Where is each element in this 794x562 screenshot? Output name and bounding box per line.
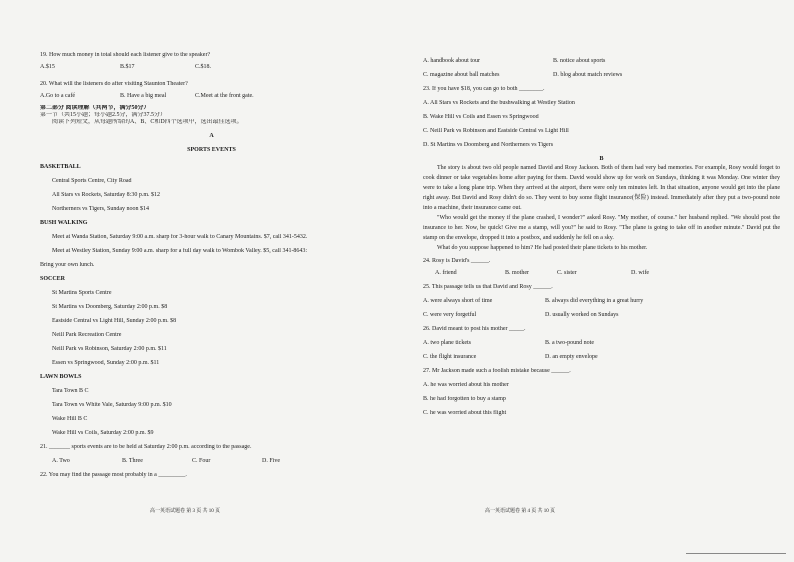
question-25: 25. This passage tells us that David and Rosy ______. bbox=[423, 284, 553, 290]
page-footer: 高一英语试题卷 第 4 页 共 10 页 bbox=[485, 509, 556, 514]
soccer-event-4: Essen vs Springwood, Sunday 2:00 p.m. $11 bbox=[52, 360, 160, 366]
heading-lawn-bowls: LAWN BOWLS bbox=[40, 374, 82, 380]
q25-options-row2 bbox=[423, 312, 780, 319]
heading-basketball: BASKETBALL bbox=[40, 164, 81, 170]
basketball-event-2: Northerners vs Tigers, Sunday noon $14 bbox=[52, 206, 149, 212]
question-21: 21. _______ sports events are to be held at Saturday 2:00 p.m. according to the passage. bbox=[40, 444, 252, 450]
option-c[interactable]: C. Four bbox=[192, 458, 211, 464]
q23-option-a[interactable]: A. All Stars vs Rockets and the bushwalking at Westley Station bbox=[423, 100, 575, 106]
passage-title: SPORTS EVENTS bbox=[187, 147, 236, 153]
q26-options-row2 bbox=[423, 354, 780, 361]
option-d[interactable]: D. wife bbox=[631, 270, 649, 276]
option-c[interactable]: C. were very forgetful bbox=[423, 312, 477, 318]
corner-rule bbox=[686, 553, 786, 554]
bush-walk-1: Meet at Wanda Station, Saturday 9:00 a.m. sharp for 3-hour walk to Canary Mountains. $7, call 341-5432. bbox=[52, 234, 308, 240]
q22-options-row1 bbox=[423, 58, 780, 65]
part2-title: 第二部分 阅读理解（共两节，满分50分） bbox=[40, 105, 150, 111]
question-26: 26. David meant to post his mother _____. bbox=[423, 326, 526, 332]
right-page bbox=[397, 0, 794, 562]
option-a[interactable]: A. friend bbox=[435, 270, 457, 276]
passage-label: B bbox=[599, 156, 604, 162]
soccer-event-2: Eastside Central vs Light Hill, Sunday 2:00 p.m. $8 bbox=[52, 318, 177, 324]
lawn-event-2: Wake Hill vs Coils, Saturday 2:00 p.m. $9 bbox=[52, 430, 154, 436]
soccer-event-1: St Martins vs Doomberg, Saturday 2:00 p.m. $8 bbox=[52, 304, 168, 310]
q26-options-row1 bbox=[423, 340, 780, 347]
instructions: 阅读下列短文，从每题所给的A、B、C和D四个选项中，选出最佳选项。 bbox=[52, 119, 243, 125]
q21-options bbox=[40, 458, 383, 465]
passage-paragraph-2: "Who would get the money if the plane crashed, I wonder?" asked Rosy. "My mother, of course." her husband replied. "We should post the insurance to her. Now, be quick! Give me a stamp, will you?" he said to Rosy. "The plane is going to take off in another minute." David put the stamp on the envelope, dropped it into a postbox, and suddenly he fell on a sky. bbox=[423, 215, 780, 241]
question-24: 24. Rosy is David's ______. bbox=[423, 258, 491, 264]
heading-soccer: SOCCER bbox=[40, 276, 66, 282]
option-c[interactable]: C. the flight insurance bbox=[423, 354, 477, 360]
option-c[interactable]: C. magazine about ball matches bbox=[423, 72, 500, 78]
option-b[interactable]: B. Have a big meal bbox=[120, 93, 167, 99]
option-a[interactable]: A. handbook about tour bbox=[423, 58, 480, 64]
bush-walk-2: Meet at Westley Station, Sunday 9:00 a.m. sharp for a full day walk to Wombok Valley. $5, call 341-8643: bbox=[52, 248, 308, 254]
q23-option-c[interactable]: C. Neill Park vs Robinson and Eastside Central vs Light Hill bbox=[423, 128, 569, 134]
option-c[interactable]: C. sister bbox=[557, 270, 577, 276]
soccer-venue-1: St Martins Sports Centre bbox=[52, 290, 112, 296]
page-footer: 高一英语试题卷 第 3 页 共 10 页 bbox=[150, 509, 221, 514]
question-27: 27. Mr Jackson made such a foolish mistake because ______. bbox=[423, 368, 571, 374]
lawn-venue-1: Tara Town B C bbox=[52, 388, 89, 394]
option-b[interactable]: B.$17 bbox=[120, 64, 135, 70]
option-a[interactable]: A. were always short of time bbox=[423, 298, 493, 304]
option-b[interactable]: B. a two-pound note bbox=[545, 340, 594, 346]
basketball-venue: Central Sports Centre, City Road bbox=[52, 178, 132, 184]
q23-option-b[interactable]: B. Wake Hill vs Coils and Essen vs Springwood bbox=[423, 114, 539, 120]
soccer-venue-2: Neill Park Recreation Centre bbox=[52, 332, 122, 338]
option-a[interactable]: A. two plane tickets bbox=[423, 340, 471, 346]
option-a[interactable]: A.$15 bbox=[40, 64, 55, 70]
passage-paragraph-1: The story is about two old people named David and Rosy Jackson. Both of them had very bad memories. For example, Rosy would forget to cook dinner or take vegetables home after paying for them. David would show up for work on Sundays, thinking it was Monday. One winter they were to take a long plane trip. When they arrived at the airport, there were only ten minutes left. In that situation, anyone would get into the plane right away. But David and Rosy didn't do so. They went to buy some flight insurance(保险) instead. Immediately after they put a two-pound note into a machine, their insurance came out. bbox=[423, 165, 780, 211]
lawn-venue-2: Wake Hill B C bbox=[52, 416, 88, 422]
section1-title: 第一节（共15小题；每小题2.5分，满分37.5分） bbox=[40, 112, 167, 118]
q27-option-a[interactable]: A. he was worried about his mother bbox=[423, 382, 509, 388]
basketball-event-1: All Stars vs Rockets, Saturday 8:30 p.m. $12 bbox=[52, 192, 160, 198]
question-20: 20. What will the listeners do after visiting Staunton Theater? bbox=[40, 81, 188, 87]
question-19: 19. How much money in total should each listener give to the speaker? bbox=[40, 52, 211, 58]
option-c[interactable]: C.Meet at the front gate. bbox=[195, 93, 254, 99]
passage-paragraph-3: What do you suppose happened to him? He had posted their plane tickets to his mother. bbox=[437, 245, 648, 251]
option-b[interactable]: B. notice about sports bbox=[553, 58, 606, 64]
q25-options-row1 bbox=[423, 298, 780, 305]
q19-options bbox=[40, 64, 383, 71]
option-b[interactable]: B. Three bbox=[122, 458, 143, 464]
lawn-event-1: Tara Town vs White Vale, Saturday 9:00 p.m. $10 bbox=[52, 402, 172, 408]
q23-option-d[interactable]: D. St Martins vs Doomberg and Northerners vs Tigers bbox=[423, 142, 554, 148]
passage-label: A bbox=[209, 133, 214, 139]
q27-option-b[interactable]: B. he had forgotten to buy a stamp bbox=[423, 396, 506, 402]
option-d[interactable]: D. blog about match reviews bbox=[553, 72, 623, 78]
heading-bush-walking: BUSH WALKING bbox=[40, 220, 88, 226]
option-b[interactable]: B. always did everything in a great hurry bbox=[545, 298, 644, 304]
soccer-event-3: Neill Park vs Robinson, Saturday 2:00 p.m. $11 bbox=[52, 346, 167, 352]
option-b[interactable]: B. mother bbox=[505, 270, 529, 276]
q22-options-row2 bbox=[423, 72, 780, 79]
option-a[interactable]: A.Go to a café bbox=[40, 93, 75, 99]
option-d[interactable]: D. Five bbox=[262, 458, 280, 464]
option-d[interactable]: D. an empty envelope bbox=[545, 354, 598, 360]
question-22: 22. You may find the passage most probably in a _________. bbox=[40, 472, 187, 478]
question-23: 23. If you have $18, you can go to both ________. bbox=[423, 86, 545, 92]
q20-options bbox=[40, 93, 383, 100]
bush-walk-note: Bring your own lunch. bbox=[40, 262, 95, 268]
q24-options bbox=[423, 270, 780, 277]
option-d[interactable]: D. usually worked on Sundays bbox=[545, 312, 619, 318]
option-c[interactable]: C.$18. bbox=[195, 64, 212, 70]
q27-option-c[interactable]: C. he was worried about this flight bbox=[423, 410, 507, 416]
option-a[interactable]: A. Two bbox=[52, 458, 70, 464]
